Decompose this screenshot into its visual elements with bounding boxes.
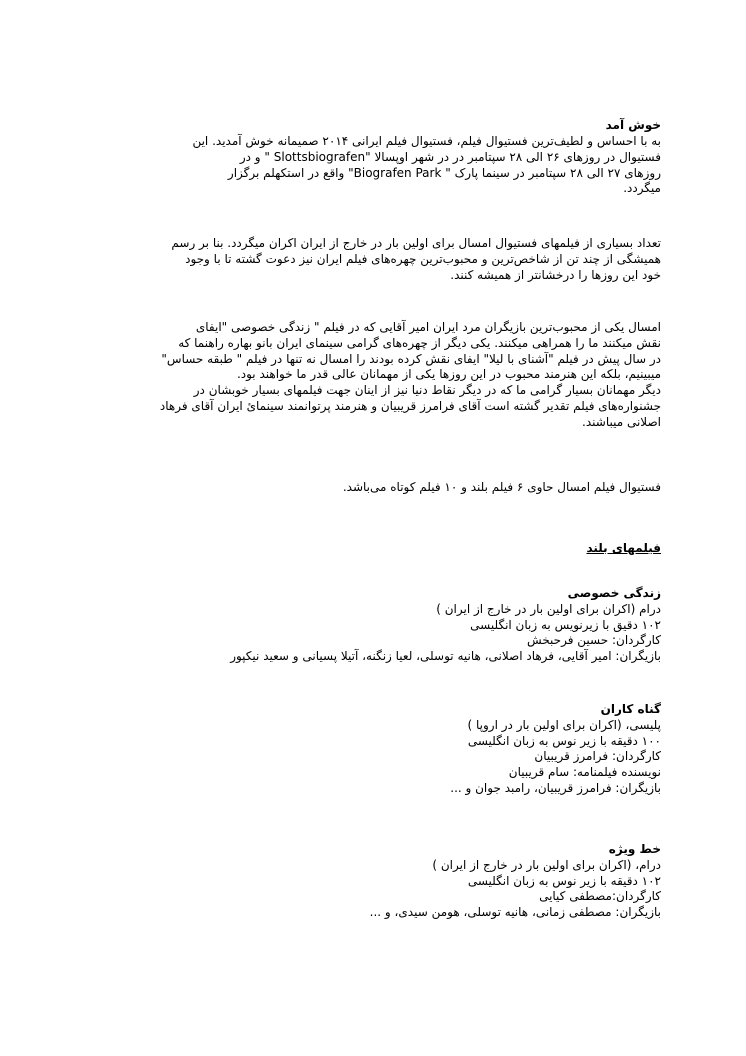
paragraph-line: فستیوال فیلم امسال حاوی ۶ فیلم بلند و ۱۰ فیلم کوتاه می‌باشد. <box>342 480 661 494</box>
paragraph-line: نقش میکنند ما را همراهی میکنند. یکی دیگر از چهره‌های گرامی سینمای ایران بانو بهاره راهنما که <box>178 335 661 350</box>
film-title: خط ویژه <box>608 842 661 856</box>
film-detail: بازیگران: امیر آقایی، فرهاد اصلانی، هانیه توسلی، لعیا زنگنه، آتیلا پسیانی و سعید نیکپور <box>230 649 661 664</box>
intro-paragraph-1 <box>96 134 661 197</box>
film-detail: درام (اکران برای اولین بار در خارج از ایران ) <box>436 601 661 616</box>
features-section <box>96 541 661 557</box>
features-heading: فیلمهای بلند <box>586 541 661 555</box>
intro-paragraph-4 <box>96 480 661 496</box>
paragraph-line: به با احساس و لطیف‌ترین فستیوال فیلم، فستیوال فیلم ایرانی ۲۰۱۴ صمیمانه خوش آمدید. این <box>192 134 661 148</box>
film-detail: بازیگران: مصطفی زمانی، هانیه توسلی، هومن سیدی، و ... <box>369 905 661 920</box>
paragraph-line: فستیوال در روزهای ۲۶ الی ۲۸ سپتامبر در در شهر اوپسالا "Slottsbiografen " و در <box>239 149 661 164</box>
intro-paragraph-3 <box>96 320 661 431</box>
film-detail: نویسنده فیلمنامه: سام قریبیان <box>508 765 661 780</box>
paragraph-line: تعداد بسیاری از فیلمهای فستیوال امسال برای اولین بار در خارج از ایران اکران میگردد. بنا بر رسم <box>171 236 661 250</box>
film-detail: پلیسی، (اکران برای اولین بار در اروپا ) <box>467 717 661 732</box>
film-entry <box>96 586 661 665</box>
film-detail: بازیگران: فرامرز قریبیان، رامبد جوان و ... <box>450 780 661 795</box>
paragraph-line: در سال پیش در فیلم "آشنای با لیلا" ایفای نقش کرده بودند را امسال نه تنها در فیلم " طبقه حساس" <box>161 351 661 366</box>
film-detail: درام، (اکران برای اولین بار در خارج از ایران ) <box>432 857 661 872</box>
paragraph-line: میبینیم، بلکه این هنرمند محبوب در این روزها یکی از مهمانان عالی قدر ما خواهند بود. <box>236 367 661 382</box>
intro-section <box>96 118 661 134</box>
paragraph-line: اصلانی میباشند. <box>582 414 661 429</box>
film-detail: ۱۰۲ دقیقه با زیر نوس به زبان انگلیسی <box>467 873 661 888</box>
intro-paragraph-2 <box>96 236 661 283</box>
film-detail: ۱۰۲ دقیق با زیرنویس به زبان انگلیسی <box>470 617 661 632</box>
paragraph-line: میگردد. <box>623 181 661 196</box>
paragraph-line: روزهای ۲۷ الی ۲۸ سپتامبر در سینما پارک " Biografen Park" واقع در استکهلم برگزار <box>227 165 661 180</box>
film-title: زندگی خصوصی <box>567 586 661 600</box>
film-detail: کارگردان: حسین فرحبخش <box>527 633 661 648</box>
film-entry <box>96 842 661 921</box>
film-detail: کارگردان: فرامرز قریبیان <box>534 749 661 764</box>
paragraph-line: جشنواره‌های فیلم تقدیر گشته است آقای فرامرز قریبیان و هنرمند پرتوانمند سینمائ ایران آقای فرهاد <box>159 398 661 413</box>
paragraph-line: امسال یکی از محبوب‌ترین بازیگران مرد ایران امیر آقایی که در فیلم " زندگی خصوصی "ایفای <box>195 320 661 334</box>
paragraph-line: دیگر مهمانان بسیار گرامی ما که در دیگر نقاط دنیا نیز از اینان جهت فیلمهای بسیار خوبشان در <box>193 383 661 398</box>
welcome-heading: خوش آمد <box>605 118 661 132</box>
film-title: گناه کاران <box>600 702 661 716</box>
paragraph-line: خود این روزها را درخشانتر از همیشه کنند. <box>450 267 661 282</box>
film-detail: کارگردان:مصطفی کیایی <box>539 889 661 904</box>
paragraph-line: همیشگی از چند تن از شاخص‌ترین و محبوب‌ترین چهره‌های فیلم ایران نیز دعوت گشته تا با وجود <box>185 251 661 266</box>
film-entry <box>96 702 661 797</box>
film-detail: ۱۰۰ دقیقه با زیر نوس به زبان انگلیسی <box>467 733 661 748</box>
